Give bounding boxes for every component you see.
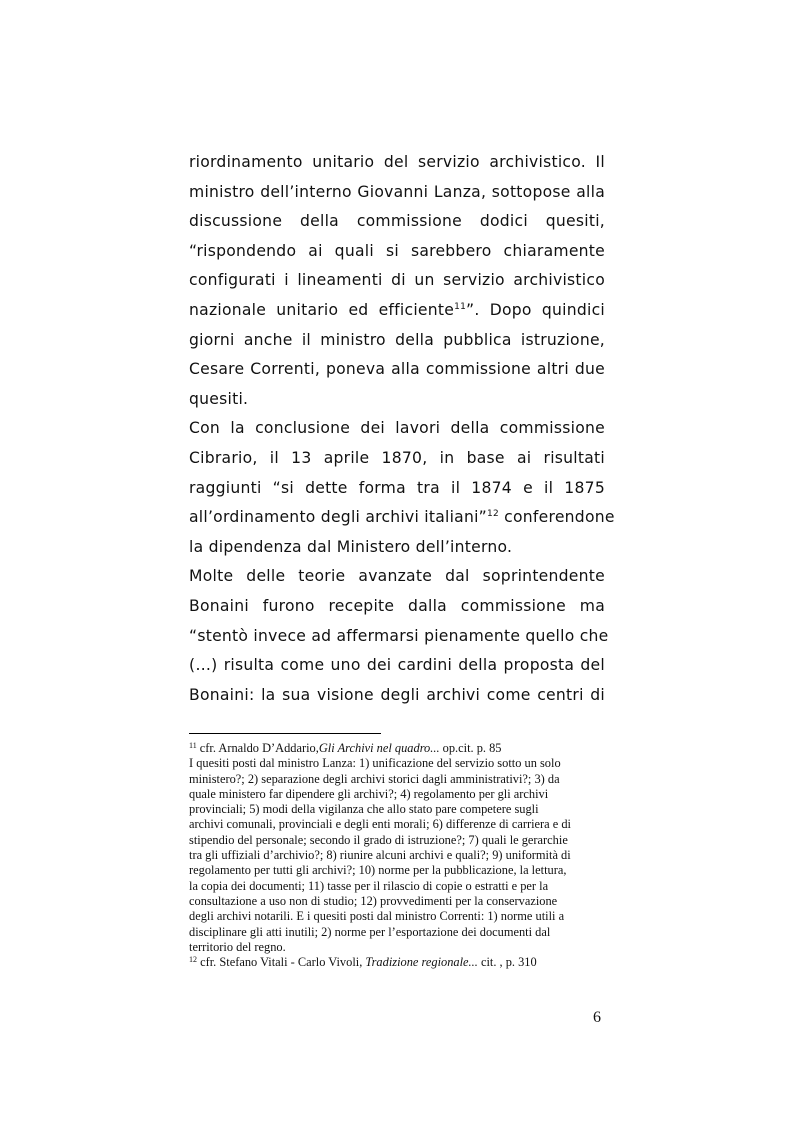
text-line: configurati i lineamenti di un servizio archivistico bbox=[189, 271, 605, 290]
footnote-line: disciplinare gli atti inutili; 2) norme per l’esportazione dei documenti dal bbox=[189, 924, 551, 939]
footnote-title: Tradizione regionale... bbox=[365, 955, 478, 970]
text-line: Molte delle teorie avanzate dal soprintendente bbox=[189, 567, 605, 586]
text-line: discussione della commissione dodici quesiti, bbox=[189, 212, 605, 231]
text-line: ministro dell’interno Giovanni Lanza, sottopose alla bbox=[189, 182, 605, 201]
text-line: Cibrario, il 13 aprile 1870, in base ai risultati bbox=[189, 448, 605, 467]
footnote-line: archivi comunali, provinciali e degli enti morali; 6) differenze di carriera e di bbox=[189, 817, 571, 832]
footnote-line: stipendio del personale; secondo il grado di istruzione?; 7) quali le gerarchie bbox=[189, 832, 568, 847]
text-line: giorni anche il ministro della pubblica istruzione, bbox=[189, 330, 605, 349]
text-line bbox=[189, 503, 615, 533]
footnote-text: cit. , p. 310 bbox=[477, 955, 537, 970]
footnote-line: provinciali; 5) modi della vigilanza che allo stato pare competere sugli bbox=[189, 802, 539, 817]
text-line: (…) risulta come uno dei cardini della proposta del bbox=[189, 656, 605, 675]
footnote-line: ministero?; 2) separazione degli archivi storici dagli amministrativi?; 3) da bbox=[189, 771, 560, 786]
text-line: Bonaini furono recepite dalla commissione ma bbox=[189, 596, 605, 615]
text-line: quesiti. bbox=[189, 389, 249, 408]
footnote-line: la copia dei documenti; 11) tasse per il rilascio di copie o estratti e per la bbox=[189, 878, 549, 893]
text-line: Con la conclusione dei lavori della commissione bbox=[189, 419, 605, 438]
text-segment: nazionale unitario ed efficiente bbox=[189, 300, 455, 319]
footnote-line bbox=[189, 741, 609, 756]
footnote-line: I quesiti posti dal ministro Lanza: 1) unificazione del servizio sotto un solo bbox=[189, 756, 561, 771]
text-segment: conferendone bbox=[498, 508, 615, 527]
text-line: “rispondendo ai quali si sarebbero chiaramente bbox=[189, 241, 605, 260]
footnote-text: cfr. Stefano Vitali - Carlo Vivoli, bbox=[197, 955, 366, 970]
footnote-separator bbox=[189, 733, 381, 734]
footnote-text: op.cit. p. 85 bbox=[439, 741, 502, 755]
footnote-line bbox=[189, 955, 609, 970]
page-number: 6 bbox=[593, 1009, 601, 1026]
footnote-line: quale ministero far dipendere gli archivi?; 4) regolamento per gli archivi bbox=[189, 786, 549, 801]
footnote-text: cfr. Arnaldo D’Addario, bbox=[196, 741, 319, 755]
footnote-12 bbox=[189, 955, 609, 970]
footnote-line: territorio del regno. bbox=[189, 939, 286, 954]
footnote-line: tra gli uffiziali d’archivio?; 8) riunire alcuni archivi e quali?; 9) uniformità di bbox=[189, 848, 571, 863]
text-segment: ”. Dopo quindici bbox=[466, 300, 605, 319]
footnote-mark: 11 bbox=[189, 741, 197, 750]
text-line: Cesare Correnti, poneva alla commissione altri due bbox=[189, 360, 605, 379]
footnote-line: degli archivi notarili. E i quesiti posti dal ministro Correnti: 1) norme utili a bbox=[189, 909, 565, 924]
footnote-ref-12[interactable]: 12 bbox=[487, 508, 499, 519]
text-line: raggiunti “si dette forma tra il 1874 e il 1875 bbox=[189, 478, 605, 497]
footnotes bbox=[189, 741, 609, 970]
footnote-line: consultazione a uso non di studio; 12) provvedimenti per la conservazione bbox=[189, 893, 558, 908]
text-line: la dipendenza dal Ministero dell’interno. bbox=[189, 537, 513, 556]
text-line: “stentò invece ad affermarsi pienamente quello che bbox=[189, 626, 609, 645]
text-segment: all’ordinamento degli archivi italiani” bbox=[189, 508, 488, 527]
footnote-mark: 12 bbox=[189, 955, 197, 965]
text-line: riordinamento unitario del servizio archivistico. Il bbox=[189, 153, 605, 171]
footnote-ref-11[interactable]: 11 bbox=[454, 301, 467, 312]
footnote-11 bbox=[189, 741, 609, 955]
text-line bbox=[189, 296, 605, 326]
main-text bbox=[189, 148, 615, 710]
text-line: Bonaini: la sua visione degli archivi come centri di bbox=[189, 685, 605, 704]
footnote-title: Gli Archivi nel quadro... bbox=[318, 741, 440, 755]
footnote-line: regolamento per tutti gli archivi?; 10) norme per la pubblicazione, la lettura, bbox=[189, 863, 567, 878]
